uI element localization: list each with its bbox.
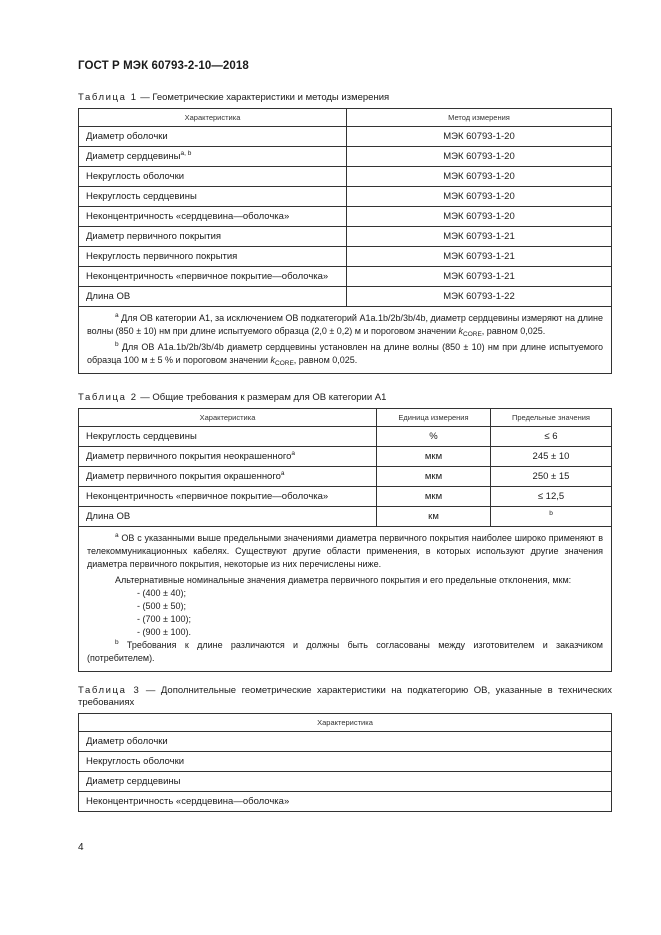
table2-caption-text: — Общие требования к размерам для ОВ категории А1 [137,392,387,403]
table-row [79,467,612,487]
characteristic-cell: Неконцентричность «первичное покрытие—оболочка» [79,267,347,287]
table-row [79,447,612,467]
table2-header-row [79,409,612,427]
table-row [79,267,612,287]
characteristic-cell: Некруглость сердцевины [79,427,377,447]
characteristic-cell: Длина ОВ [79,287,347,307]
table2-col-header: Предельные значения [491,409,612,427]
characteristic-cell: Диаметр сердцевины$^{a, b}$ [79,147,347,167]
method-cell: МЭК 60793-1-20 [347,167,612,187]
characteristic-cell: Диаметр первичного покрытия неокрашенного$^a$ [79,447,377,467]
characteristic-cell: Диаметр первичного покрытия [79,227,347,247]
list-item: - (700 ± 100); [137,614,191,624]
table1-note-a: $^a$ Для ОВ категории А1, за исключением ОВ подкатегорий А1а.1b/2b/3b/4b, диаметр сердцевины измеряют на длине волны (850 ± 10) нм при длине испытуемого образца (2,0 ± 0,2) м и пороговом значении $k_{CORE}$, равном 0,025. [87,312,603,338]
characteristic-cell: Неконцентричность «сердцевина—оболочка» [79,207,347,227]
table3 [78,713,612,812]
table2-notes [79,527,612,672]
table1-header-row [79,109,612,127]
characteristic-cell: Длина ОВ [79,507,377,527]
limit-cell: ≤ 6 [491,427,612,447]
unit-cell: мкм [377,467,491,487]
limit-cell: b [491,507,612,527]
characteristic-cell: Диаметр сердцевины [79,772,612,792]
table3-caption-label: Таблица 3 [78,685,141,696]
table-row [79,147,612,167]
characteristic-cell: Некруглость оболочки [79,752,612,772]
table1-notes [79,307,612,374]
table2-notes-row [79,527,612,672]
characteristic-cell: Некруглость сердцевины [79,187,347,207]
characteristic-cell: Диаметр оболочки [79,732,612,752]
characteristic-cell: Некруглость первичного покрытия [79,247,347,267]
method-cell: МЭК 60793-1-20 [347,127,612,147]
table2-caption-label: Таблица 2 [78,392,138,403]
table2-note-a: $^a$ ОВ с указанными выше предельными значениями диаметра первичного покрытия наиболее широко применяют в телекоммуникационных кабелях. Существуют другие области применения, в которых используют другие значения диаметра первичного покрытия, некоторые из них перечислены ниже. [87,532,603,569]
document-header: ГОСТ Р МЭК 60793-2-10—2018 [78,60,249,72]
table1-caption-text: — Геометрические характеристики и методы измерения [137,92,390,103]
table-row [79,772,612,792]
table-row [79,127,612,147]
table-row [79,732,612,752]
table1-col-header: Характеристика [79,109,347,127]
table2-note-b: $^b$ Требования к длине различаются и должны быть согласованы между изготовителем и заказчиком (потребителем). [87,639,603,663]
method-cell: МЭК 60793-1-20 [347,207,612,227]
table3-col-header: Характеристика [79,714,612,732]
table3-caption-text: — Дополнительные геометрические характеристики на подкатегорию ОВ, указанные в технических требованиях [78,685,612,708]
table2-col-header: Единица измерения [377,409,491,427]
table-row [79,752,612,772]
table1-col-header: Метод измерения [347,109,612,127]
table-row [79,427,612,447]
table-row [79,287,612,307]
list-item: - (400 ± 40); [137,588,186,598]
table-row [79,227,612,247]
method-cell: МЭК 60793-1-20 [347,147,612,167]
characteristic-cell: Диаметр оболочки [79,127,347,147]
table3-caption [78,685,612,709]
table-row [79,487,612,507]
characteristic-cell: Некруглость оболочки [79,167,347,187]
characteristic-cell: Неконцентричность «сердцевина—оболочка» [79,792,612,812]
table3-header-row [79,714,612,732]
table-row [79,792,612,812]
table-row [79,167,612,187]
characteristic-cell: Диаметр первичного покрытия окрашенного$^a$ [79,467,377,487]
method-cell: МЭК 60793-1-22 [347,287,612,307]
table2-col-header: Характеристика [79,409,377,427]
table2-caption [78,392,386,404]
unit-cell: мкм [377,487,491,507]
table-row [79,507,612,527]
table1-note-b: $^b$ Для ОВ А1а.1b/2b/3b/4b диаметр сердцевины установлен на длине волны (850 ± 10) нм при длине испытуемого образца 100 м ± 5 % и пороговом значении $k_{CORE}$, равном 0,025. [87,341,603,367]
list-item: - (500 ± 50); [137,601,186,611]
table-row [79,207,612,227]
table2-note-alt: Альтернативные номинальные значения диаметра первичного покрытия и его предельные отклонения, мкм: [115,575,572,585]
table1-caption [78,92,389,104]
characteristic-cell: Неконцентричность «первичное покрытие—оболочка» [79,487,377,507]
method-cell: МЭК 60793-1-21 [347,227,612,247]
table-row [79,247,612,267]
table1-caption-label: Таблица 1 [78,92,138,103]
unit-cell: мкм [377,447,491,467]
method-cell: МЭК 60793-1-20 [347,187,612,207]
table-row [79,187,612,207]
limit-cell: 250 ± 15 [491,467,612,487]
table1-notes-row [79,307,612,374]
list-item: - (900 ± 100). [137,627,191,637]
page-number: 4 [78,842,84,853]
limit-cell: 245 ± 10 [491,447,612,467]
table2-alt-values [87,587,603,639]
limit-cell: ≤ 12,5 [491,487,612,507]
method-cell: МЭК 60793-1-21 [347,247,612,267]
unit-cell: % [377,427,491,447]
table1 [78,108,612,374]
unit-cell: км [377,507,491,527]
method-cell: МЭК 60793-1-21 [347,267,612,287]
table2 [78,408,612,672]
